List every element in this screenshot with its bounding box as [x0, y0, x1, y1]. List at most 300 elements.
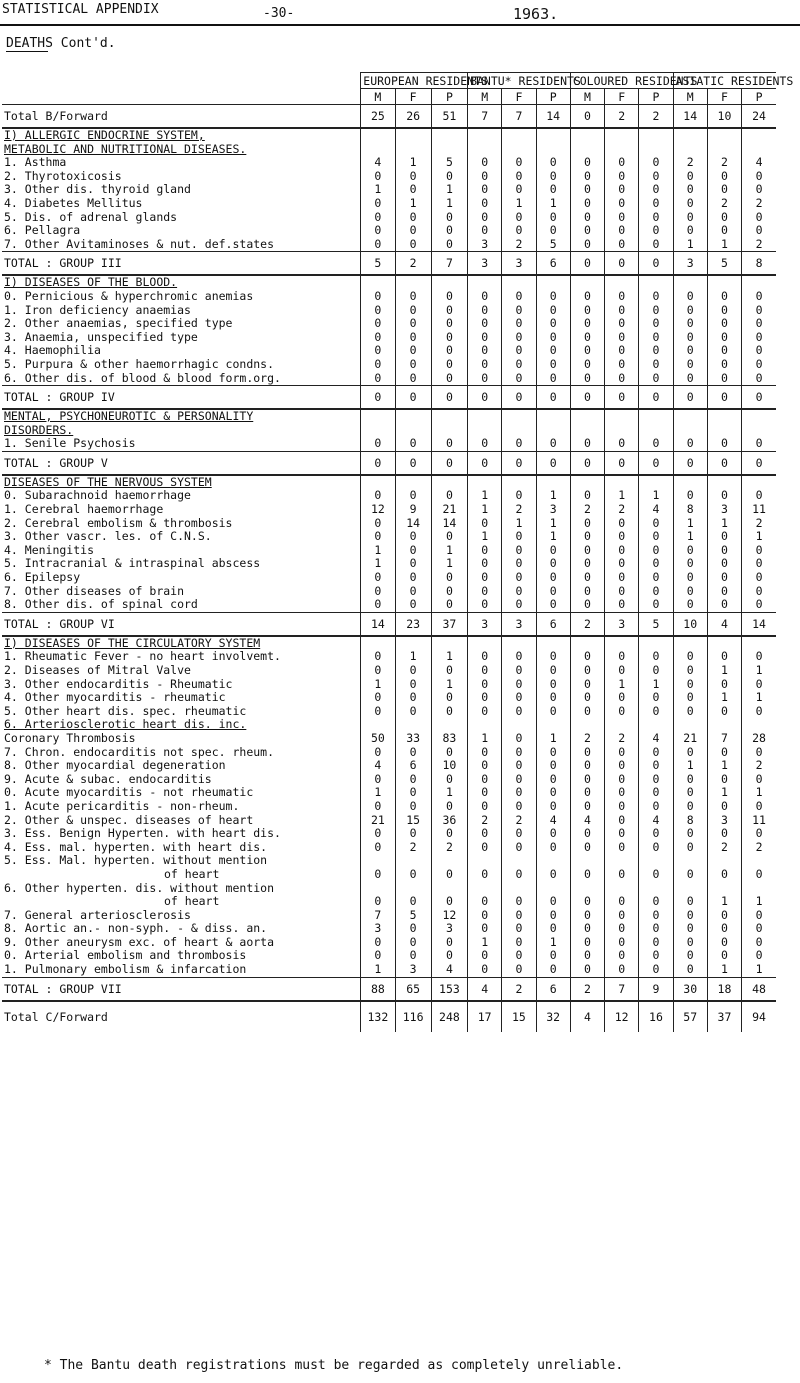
cell-value: 0: [742, 224, 776, 238]
cell-value: 0: [502, 437, 536, 451]
cell-value: 0: [361, 705, 395, 719]
cell-value: 0: [536, 949, 570, 963]
cell-value: 0: [570, 773, 604, 787]
cell-value: 0: [395, 936, 431, 950]
cell-value: 0: [673, 598, 707, 612]
cell-value: 1: [707, 963, 741, 977]
year: 1963.: [513, 5, 559, 23]
cell-value: [361, 718, 395, 732]
section-heading: DISEASES OF THE NERVOUS SYSTEM: [4, 474, 212, 489]
cell-value: [639, 475, 673, 490]
cell-value: 0: [395, 922, 431, 936]
col-p: P: [536, 89, 570, 105]
cell-value: [707, 636, 741, 651]
cell-value: 0: [742, 183, 776, 197]
cell-value: 1: [742, 664, 776, 678]
row-label: 7. Chron. endocarditis not spec. rheum.: [4, 744, 275, 759]
cell-value: 0: [673, 664, 707, 678]
cell-value: 0: [502, 936, 536, 950]
cell-value: 23: [395, 612, 431, 636]
cell-value: 83: [431, 732, 467, 746]
cell-value: 0: [468, 854, 502, 881]
cell-value: 7: [361, 909, 395, 923]
cell-value: 0: [395, 557, 431, 571]
cell-value: 0: [431, 358, 467, 372]
cell-value: 2: [742, 759, 776, 773]
cell-value: 0: [536, 841, 570, 855]
cell-value: 0: [536, 317, 570, 331]
cell-value: 0: [639, 331, 673, 345]
cell-value: 2: [502, 977, 536, 1001]
cell-value: 0: [395, 882, 431, 909]
cell-value: 0: [639, 290, 673, 304]
table-row: [2, 800, 776, 814]
cell-value: 0: [468, 841, 502, 855]
cell-value: [570, 128, 604, 143]
table-row: [2, 211, 776, 225]
cell-value: [605, 475, 639, 490]
cell-value: 0: [742, 827, 776, 841]
row-label-line: 6. Other hyperten. dis. without mention: [4, 880, 275, 895]
cell-value: 24: [742, 105, 776, 129]
cell-value: [742, 424, 776, 438]
cell-value: 0: [570, 197, 604, 211]
cell-value: 0: [742, 304, 776, 318]
page-subtitle: DEATHS Cont'd.: [6, 36, 116, 51]
cell-value: 0: [468, 585, 502, 599]
cell-value: 0: [742, 331, 776, 345]
cell-value: [742, 128, 776, 143]
cell-value: 0: [431, 598, 467, 612]
cell-value: 0: [536, 691, 570, 705]
cell-value: 1: [361, 963, 395, 977]
table-row: [2, 290, 776, 304]
cell-value: 0: [707, 290, 741, 304]
cell-value: 4: [431, 963, 467, 977]
cell-value: 0: [707, 746, 741, 760]
cell-value: 0: [361, 344, 395, 358]
cell-value: 0: [605, 585, 639, 599]
cell-value: 0: [570, 705, 604, 719]
section-heading-row: [2, 475, 776, 490]
cell-value: 0: [502, 451, 536, 475]
cell-value: 0: [395, 691, 431, 705]
cell-value: 0: [639, 252, 673, 276]
cell-value: 1: [673, 759, 707, 773]
deaths-table: [2, 72, 794, 1032]
cell-value: [673, 275, 707, 290]
cell-value: 0: [605, 451, 639, 475]
cell-value: 0: [570, 841, 604, 855]
cell-value: 0: [502, 290, 536, 304]
cell-value: 2: [742, 238, 776, 252]
cell-value: 0: [707, 372, 741, 386]
cell-value: 14: [742, 612, 776, 636]
cell-value: 0: [536, 854, 570, 881]
cell-value: 2: [707, 197, 741, 211]
cell-value: [536, 475, 570, 490]
cell-value: 0: [605, 317, 639, 331]
cell-value: [570, 409, 604, 424]
cell-value: 0: [468, 156, 502, 170]
cell-value: 0: [361, 358, 395, 372]
cell-value: 0: [395, 800, 431, 814]
cell-value: 1: [468, 503, 502, 517]
cell-value: 3: [468, 238, 502, 252]
cell-value: 0: [707, 909, 741, 923]
cell-value: 0: [468, 386, 502, 410]
row-label: 4. Ess. mal. hyperten. with heart dis.: [4, 839, 268, 854]
cell-value: 0: [361, 800, 395, 814]
cell-value: 0: [361, 489, 395, 503]
cell-value: 1: [707, 759, 741, 773]
cell-value: 0: [605, 909, 639, 923]
row-label: 6. Pellagra: [4, 223, 81, 238]
cell-value: 2: [707, 156, 741, 170]
table-row: [2, 963, 776, 977]
cell-value: 0: [570, 598, 604, 612]
cell-value: [570, 636, 604, 651]
cell-value: [742, 409, 776, 424]
cell-value: 0: [502, 386, 536, 410]
subtitle-underline: [6, 51, 48, 52]
cell-value: 0: [673, 386, 707, 410]
cell-value: [431, 143, 467, 157]
cell-value: 0: [673, 691, 707, 705]
cell-value: 0: [707, 183, 741, 197]
cell-value: 0: [536, 963, 570, 977]
cell-value: 0: [570, 949, 604, 963]
table-row: [2, 949, 776, 963]
cell-value: 0: [570, 936, 604, 950]
cell-value: 0: [570, 963, 604, 977]
cell-value: 21: [361, 814, 395, 828]
cell-value: 0: [639, 773, 673, 787]
row-label: 1. Senile Psychosis: [4, 436, 136, 451]
cell-value: 0: [431, 489, 467, 503]
cell-value: 0: [673, 304, 707, 318]
carried-forward-row: [2, 1001, 776, 1032]
cell-value: 0: [468, 786, 502, 800]
cell-value: 0: [570, 691, 604, 705]
cell-value: 0: [673, 949, 707, 963]
cell-value: 0: [605, 224, 639, 238]
cell-value: 0: [707, 451, 741, 475]
cell-value: 7: [502, 105, 536, 129]
row-label: 2. Other & unspec. diseases of heart: [4, 812, 254, 827]
cell-value: 0: [605, 664, 639, 678]
cell-value: 3: [431, 922, 467, 936]
cell-value: 0: [395, 746, 431, 760]
cell-value: 0: [536, 773, 570, 787]
cell-value: 0: [468, 197, 502, 211]
cell-value: 7: [605, 977, 639, 1001]
cell-value: [536, 143, 570, 157]
table-row: [2, 909, 776, 923]
cell-value: 17: [468, 1001, 502, 1032]
cell-value: 0: [707, 922, 741, 936]
section-heading-row: [2, 636, 776, 651]
cell-value: 0: [468, 922, 502, 936]
cell-value: 2: [742, 197, 776, 211]
cell-value: [502, 275, 536, 290]
cell-value: 0: [502, 530, 536, 544]
cell-value: 0: [639, 183, 673, 197]
cell-value: 0: [536, 344, 570, 358]
cell-value: 0: [605, 170, 639, 184]
cell-value: 2: [502, 814, 536, 828]
table-row: [2, 664, 776, 678]
cell-value: 0: [742, 936, 776, 950]
cell-value: 4: [536, 814, 570, 828]
cell-value: [570, 275, 604, 290]
cell-value: 0: [707, 317, 741, 331]
cell-value: 0: [536, 211, 570, 225]
cell-value: 0: [468, 290, 502, 304]
cell-value: 0: [639, 827, 673, 841]
cell-value: 0: [431, 882, 467, 909]
table-body: [2, 105, 776, 1032]
cell-value: 1: [707, 664, 741, 678]
cell-value: 0: [395, 238, 431, 252]
cell-value: 0: [395, 827, 431, 841]
cell-value: 0: [639, 841, 673, 855]
cell-value: [468, 718, 502, 732]
cell-value: 2: [742, 517, 776, 531]
cell-value: 0: [468, 882, 502, 909]
row-label: 2. Other anaemias, specified type: [4, 316, 233, 331]
cell-value: 37: [431, 612, 467, 636]
row-label: 8. Aortic an.- non-syph. - & diss. an.: [4, 921, 268, 936]
cell-value: 0: [639, 746, 673, 760]
row-label-continuation: of heart: [164, 866, 220, 881]
row-label: 9. Acute & subac. endocarditis: [4, 771, 212, 786]
cell-value: 0: [502, 909, 536, 923]
cell-value: 21: [673, 732, 707, 746]
cell-value: [570, 475, 604, 490]
cell-value: 0: [673, 800, 707, 814]
table-row: [2, 197, 776, 211]
cell-value: 12: [361, 503, 395, 517]
col-group-bantu: BANTU* RESIDENTS: [468, 73, 571, 89]
cell-value: [639, 424, 673, 438]
cell-value: 2: [468, 814, 502, 828]
group-header-row: [2, 73, 776, 89]
cell-value: 0: [639, 386, 673, 410]
cell-value: 0: [431, 800, 467, 814]
cell-value: 248: [431, 1001, 467, 1032]
cell-value: 0: [570, 317, 604, 331]
row-label: 3. Other endocarditis - Rheumatic: [4, 676, 233, 691]
cell-value: 0: [673, 773, 707, 787]
cell-value: 132: [361, 1001, 395, 1032]
cell-value: 0: [502, 691, 536, 705]
cell-value: 0: [707, 530, 741, 544]
cell-value: 5: [431, 156, 467, 170]
table-row: [2, 358, 776, 372]
cell-value: 0: [639, 691, 673, 705]
cell-value: 0: [361, 530, 395, 544]
cell-value: 0: [502, 705, 536, 719]
row-label: TOTAL : GROUP VII: [2, 977, 361, 1001]
cell-value: 0: [502, 650, 536, 664]
cell-value: [361, 409, 395, 424]
cell-value: 30: [673, 977, 707, 1001]
cell-value: 0: [605, 949, 639, 963]
cell-value: [639, 718, 673, 732]
cell-value: 0: [707, 800, 741, 814]
cell-value: 0: [605, 344, 639, 358]
cell-value: 0: [395, 344, 431, 358]
cell-value: [707, 424, 741, 438]
cell-value: 0: [536, 922, 570, 936]
cell-value: 0: [395, 786, 431, 800]
cell-value: 0: [707, 936, 741, 950]
cell-value: 0: [742, 489, 776, 503]
cell-value: 0: [605, 650, 639, 664]
cell-value: [742, 636, 776, 651]
row-label: 1. Pulmonary embolism & infarcation: [4, 962, 247, 977]
section-heading: MENTAL, PSYCHONEUROTIC & PERSONALITY: [4, 409, 254, 424]
header-rule: [0, 24, 800, 26]
cell-value: [707, 409, 741, 424]
row-label: 5. Dis. of adrenal glands: [4, 209, 178, 224]
cell-value: 0: [431, 827, 467, 841]
cell-value: 0: [673, 183, 707, 197]
cell-value: [536, 718, 570, 732]
cell-value: 0: [431, 571, 467, 585]
cell-value: 4: [707, 612, 741, 636]
cell-value: 0: [639, 317, 673, 331]
row-label: 0. Subarachnoid haemorrhage: [4, 488, 191, 503]
table-row: [2, 814, 776, 828]
cell-value: 2: [570, 977, 604, 1001]
table-row: [2, 544, 776, 558]
cell-value: 0: [431, 317, 467, 331]
cell-value: [673, 718, 707, 732]
cell-value: 0: [536, 437, 570, 451]
section-heading-row: [2, 275, 776, 290]
cell-value: 0: [605, 331, 639, 345]
row-label: TOTAL : GROUP IV: [2, 386, 361, 410]
cell-value: 0: [468, 331, 502, 345]
section-heading: DISORDERS.: [4, 422, 74, 437]
cell-value: 0: [361, 317, 395, 331]
cell-value: 0: [536, 386, 570, 410]
table-row: [2, 557, 776, 571]
cell-value: 1: [673, 530, 707, 544]
cell-value: [673, 424, 707, 438]
cell-value: 11: [742, 814, 776, 828]
cell-value: 0: [570, 650, 604, 664]
cell-value: 0: [502, 156, 536, 170]
cell-value: 0: [707, 344, 741, 358]
cell-value: 3: [502, 612, 536, 636]
cell-value: 0: [361, 290, 395, 304]
cell-value: 0: [639, 585, 673, 599]
cell-value: 1: [707, 238, 741, 252]
cell-value: 0: [605, 544, 639, 558]
cell-value: 1: [707, 691, 741, 705]
col-group-asiatic: ASIATIC RESIDENTS: [673, 73, 776, 89]
cell-value: 0: [395, 331, 431, 345]
cell-value: 0: [742, 800, 776, 814]
cell-value: [395, 636, 431, 651]
cell-value: 4: [639, 814, 673, 828]
cell-value: 0: [502, 746, 536, 760]
cell-value: 0: [605, 922, 639, 936]
row-label: 0. Acute myocarditis - not rheumatic: [4, 785, 254, 800]
cell-value: 0: [742, 705, 776, 719]
cell-value: 0: [536, 650, 570, 664]
cell-value: 0: [536, 170, 570, 184]
col-m: M: [361, 89, 395, 105]
cell-value: 0: [570, 571, 604, 585]
cell-value: 0: [570, 170, 604, 184]
row-label: 7. Other Avitaminoses & nut. def.states: [4, 236, 275, 251]
cell-value: 0: [468, 317, 502, 331]
cell-value: 0: [502, 585, 536, 599]
cell-value: 0: [639, 304, 673, 318]
cell-value: [361, 424, 395, 438]
cell-value: 1: [742, 882, 776, 909]
cell-value: 0: [605, 437, 639, 451]
table-row: [2, 437, 776, 451]
cell-value: 0: [502, 786, 536, 800]
cell-value: 0: [361, 585, 395, 599]
cell-value: 0: [673, 170, 707, 184]
table-row: [2, 224, 776, 238]
cell-value: 0: [361, 170, 395, 184]
cell-value: 0: [742, 922, 776, 936]
cell-value: 0: [502, 854, 536, 881]
cell-value: 7: [468, 105, 502, 129]
row-label: [2, 882, 361, 909]
cell-value: 0: [536, 571, 570, 585]
cell-value: 0: [570, 800, 604, 814]
cell-value: 0: [395, 304, 431, 318]
row-label: 4. Other myocarditis - rheumatic: [4, 690, 226, 705]
cell-value: 0: [707, 557, 741, 571]
cell-value: 0: [673, 841, 707, 855]
row-label: 3. Other dis. thyroid gland: [4, 182, 191, 197]
cell-value: 0: [639, 358, 673, 372]
row-label: 8. Other myocardial degeneration: [4, 758, 226, 773]
cell-value: 0: [639, 544, 673, 558]
cell-value: 16: [639, 1001, 673, 1032]
cell-value: 0: [639, 949, 673, 963]
col-m: M: [673, 89, 707, 105]
cell-value: 0: [570, 882, 604, 909]
cell-value: [639, 275, 673, 290]
cell-value: 0: [605, 183, 639, 197]
cell-value: [742, 718, 776, 732]
col-f: F: [502, 89, 536, 105]
cell-value: 0: [605, 372, 639, 386]
cell-value: [431, 409, 467, 424]
cell-value: 0: [502, 489, 536, 503]
cell-value: 0: [361, 882, 395, 909]
cell-value: 0: [605, 786, 639, 800]
cell-value: 0: [431, 386, 467, 410]
cell-value: 0: [502, 304, 536, 318]
cell-value: 6: [395, 759, 431, 773]
cell-value: 0: [673, 650, 707, 664]
cell-value: [605, 128, 639, 143]
cell-value: 0: [468, 827, 502, 841]
row-label: 2. Thyrotoxicosis: [4, 168, 122, 183]
cell-value: 0: [707, 437, 741, 451]
